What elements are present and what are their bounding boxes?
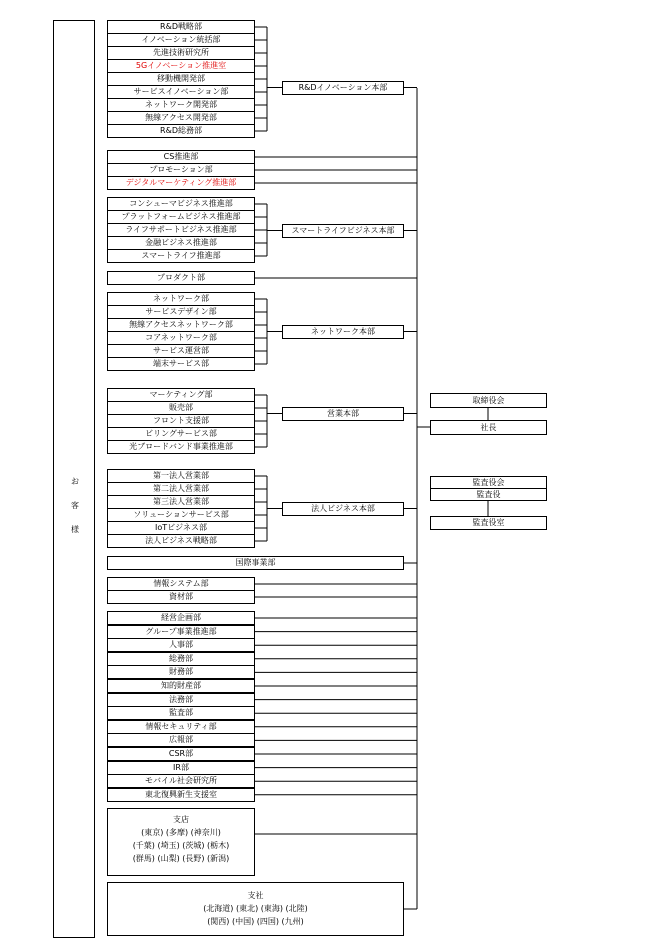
unit-box: IR部 [107,761,255,775]
headquarters-box: スマートライフビジネス本部 [282,224,404,238]
unit-box: 経営企画部 [107,611,255,625]
unit-box: 光ブロードバンド事業推進部 [107,440,255,454]
unit-box: 国際事業部 [107,556,404,570]
unit-box: IoTビジネス部 [107,521,255,535]
unit-box: サービス運営部 [107,344,255,358]
unit-box: ビリングサービス部 [107,427,255,441]
unit-box: 総務部 [107,652,255,666]
customer-box [53,20,95,938]
unit-box: 広報部 [107,733,255,747]
unit-box: イノベーション統括部 [107,33,255,47]
unit-box: モバイル社会研究所 [107,774,255,788]
board-box: 取締役会 [430,393,547,408]
customer-label: お 客 様 [71,477,79,534]
branches-box [107,808,255,876]
unit-box: 監査部 [107,706,255,720]
unit-box: プロモーション部 [107,163,255,177]
regional-line: (北海道) (東北) (東海) (北陸) [203,904,308,913]
unit-box: コンシューマビジネス推進部 [107,197,255,211]
president-box: 社長 [430,420,547,435]
unit-box: 無線アクセス開発部 [107,111,255,125]
unit-box: CS推進部 [107,150,255,164]
audit-office-box: 監査役室 [430,516,547,530]
unit-box: ライフサポートビジネス推進部 [107,223,255,237]
unit-box: デジタルマーケティング推進部 [107,176,255,190]
unit-box: R&D戦略部 [107,20,255,34]
unit-box: サービスデザイン部 [107,305,255,319]
unit-box: プラットフォームビジネス推進部 [107,210,255,224]
headquarters-box: 法人ビジネス本部 [282,502,404,516]
unit-box: 端末サービス部 [107,357,255,371]
regional-title: 支社 [247,891,264,900]
unit-box: 無線アクセスネットワーク部 [107,318,255,332]
branches-line: (東京) (多摩) (神奈川) [141,828,221,837]
unit-box: フロント支援部 [107,414,255,428]
unit-box: 移動機開発部 [107,72,255,86]
unit-box: 資材部 [107,590,255,604]
unit-box: 金融ビジネス推進部 [107,236,255,250]
unit-box: グループ事業推進部 [107,625,255,639]
unit-box: R&D総務部 [107,124,255,138]
unit-box: 第一法人営業部 [107,469,255,483]
unit-box: 情報セキュリティ部 [107,720,255,734]
unit-box: 第三法人営業部 [107,495,255,509]
unit-box: 5Gイノベーション推進室 [107,59,255,73]
unit-box: 第二法人営業部 [107,482,255,496]
headquarters-box: R&Dイノベーション本部 [282,81,404,95]
unit-box: ネットワーク開発部 [107,98,255,112]
branches-title: 支店 [173,815,189,824]
unit-box: ソリューションサービス部 [107,508,255,522]
unit-box: 知的財産部 [107,679,255,693]
regional-box [107,882,404,936]
unit-box: マーケティング部 [107,388,255,402]
unit-box: 先進技術研究所 [107,46,255,60]
unit-box: 東北復興新生支援室 [107,788,255,802]
headquarters-box: 営業本部 [282,407,404,421]
unit-box: 法務部 [107,693,255,707]
unit-box: サービスイノベーション部 [107,85,255,99]
unit-box: プロダクト部 [107,271,255,285]
unit-box: CSR部 [107,747,255,761]
branches-line: (群馬) (山梨) (長野) (新潟) [132,854,230,863]
unit-box: 販売部 [107,401,255,415]
unit-box: コアネットワーク部 [107,331,255,345]
headquarters-box: ネットワーク本部 [282,325,404,339]
unit-box: 情報システム部 [107,577,255,591]
audit-board-box: 監査役会 [430,476,547,489]
unit-box: 人事部 [107,638,255,652]
unit-box: ネットワーク部 [107,292,255,306]
auditor-box: 監査役 [430,488,547,501]
branches-line: (千葉) (埼玉) (茨城) (栃木) [132,841,230,850]
unit-box: 財務部 [107,665,255,679]
regional-line: (関西) (中国) (四国) (九州) [207,917,304,926]
unit-box: スマートライフ推進部 [107,249,255,263]
unit-box: 法人ビジネス戦略部 [107,534,255,548]
